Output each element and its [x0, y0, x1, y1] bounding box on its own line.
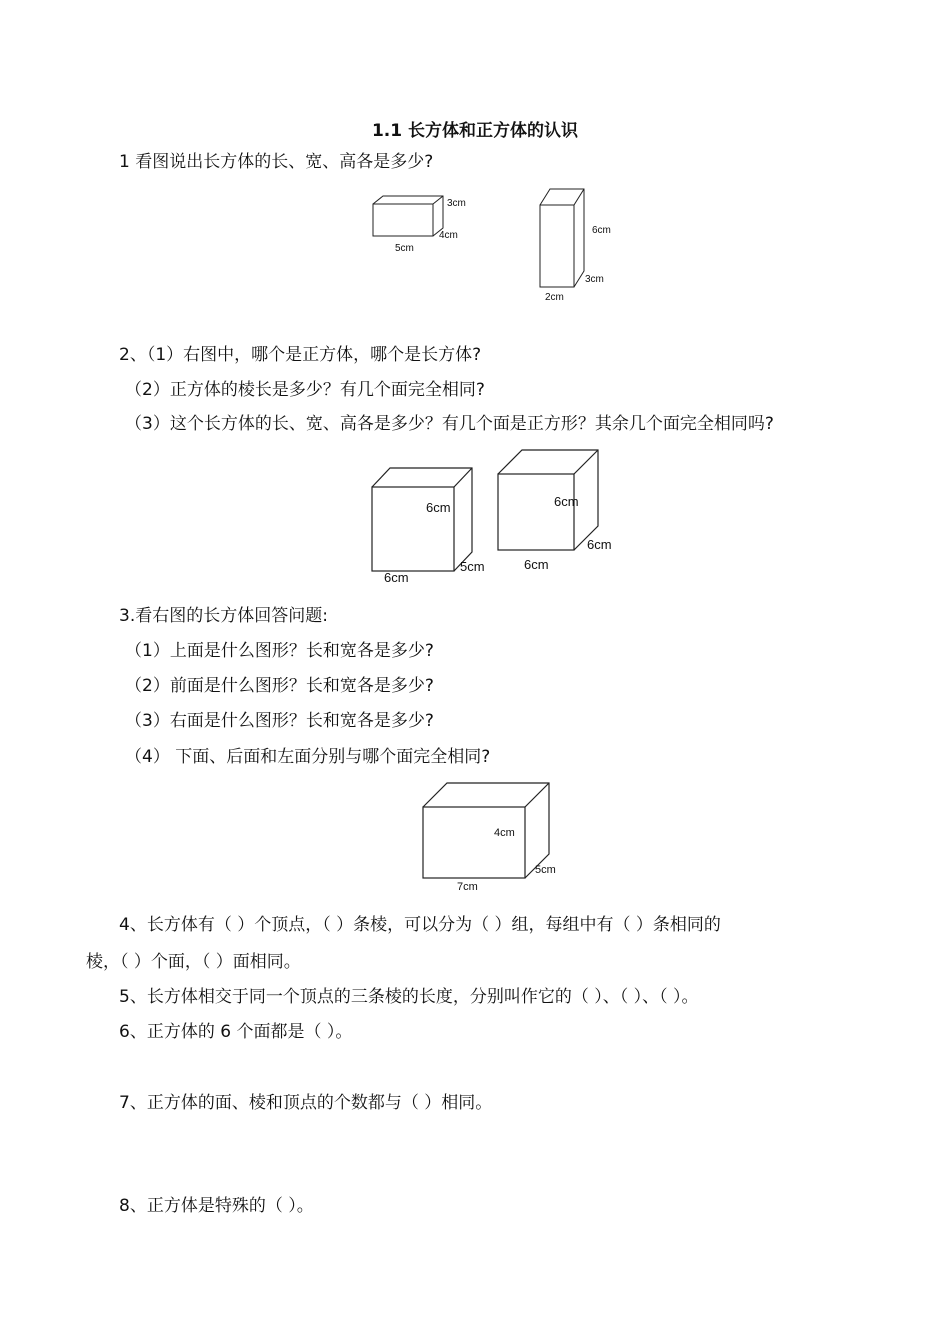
- dimension-width: 6cm: [587, 537, 612, 552]
- question-2-figure-a: [360, 460, 500, 590]
- box-depth-edge: [574, 189, 584, 205]
- question-6-text: 6、正方体的 6 个面都是（ ）。: [119, 1022, 353, 1042]
- question-3-sub-2: （2）前面是什么图形？长和宽各是多少?: [125, 676, 434, 696]
- question-1-figure-b: [530, 185, 640, 310]
- dimension-height: 4cm: [494, 827, 515, 839]
- question-2-text: 2、（1）右图中，哪个是正方体，哪个是长方体?: [119, 345, 482, 365]
- question-2-sub-3: （3）这个长方体的长、宽、高各是多少？有几个面是正方形？其余几个面完全相同吗?: [125, 414, 774, 434]
- question-4-line-1: 4、长方体有（ ）个顶点，（ ）条棱，可以分为（ ）组，每组中有（ ）条相同的: [119, 915, 721, 935]
- dimension-width: 3cm: [585, 274, 604, 285]
- box-front-face: [423, 807, 525, 878]
- dimension-height: 3cm: [447, 198, 466, 209]
- dimension-length: 6cm: [524, 557, 549, 572]
- question-4-line-2: 棱，（ ）个面，（ ）面相同。: [86, 952, 301, 972]
- question-2-figure-b: [488, 440, 628, 575]
- dimension-height: 6cm: [554, 494, 579, 509]
- dimension-width: 5cm: [535, 864, 556, 876]
- box-depth-edge: [433, 196, 443, 204]
- question-8-text: 8、正方体是特殊的（ ）。: [119, 1196, 314, 1216]
- dimension-width: 5cm: [460, 559, 485, 574]
- question-3-sub-4: （4） 下面、后面和左面分别与哪个面完全相同?: [125, 747, 491, 767]
- question-3-text: 3.看右图的长方体回答问题:: [119, 606, 328, 626]
- box-front-face: [540, 205, 574, 287]
- box-depth-edges: [423, 783, 549, 878]
- question-3-sub-3: （3）右面是什么图形？长和宽各是多少?: [125, 711, 434, 731]
- question-1-figure-a: [365, 190, 475, 260]
- dimension-height: 6cm: [592, 225, 611, 236]
- dimension-length: 5cm: [395, 243, 414, 254]
- question-3-sub-1: （1）上面是什么图形？长和宽各是多少?: [125, 641, 434, 661]
- question-7-text: 7、正方体的面、棱和顶点的个数都与（ ）相同。: [119, 1093, 493, 1113]
- box-depth-edge: [574, 450, 598, 474]
- box-depth-edge: [454, 468, 472, 487]
- question-2-sub-2: （2）正方体的棱长是多少？有几个面完全相同?: [125, 380, 485, 400]
- question-1-text: 1 看图说出长方体的长、宽、高各是多少?: [119, 152, 434, 172]
- page-title: 1.1 长方体和正方体的认识: [371, 121, 579, 141]
- dimension-height: 6cm: [426, 500, 451, 515]
- box-depth-edge: [525, 783, 549, 807]
- box-front-face: [373, 204, 433, 236]
- box-depth-edges: [540, 189, 584, 287]
- dimension-length: 7cm: [457, 881, 478, 893]
- question-5-text: 5、长方体相交于同一个顶点的三条棱的长度，分别叫作它的（ ）、（ ）、（ ）。: [119, 987, 699, 1007]
- dimension-length: 6cm: [384, 570, 409, 585]
- question-3-figure: [415, 775, 575, 895]
- box-front-face: [498, 474, 574, 550]
- dimension-width: 4cm: [439, 230, 458, 241]
- dimension-length: 2cm: [545, 292, 564, 303]
